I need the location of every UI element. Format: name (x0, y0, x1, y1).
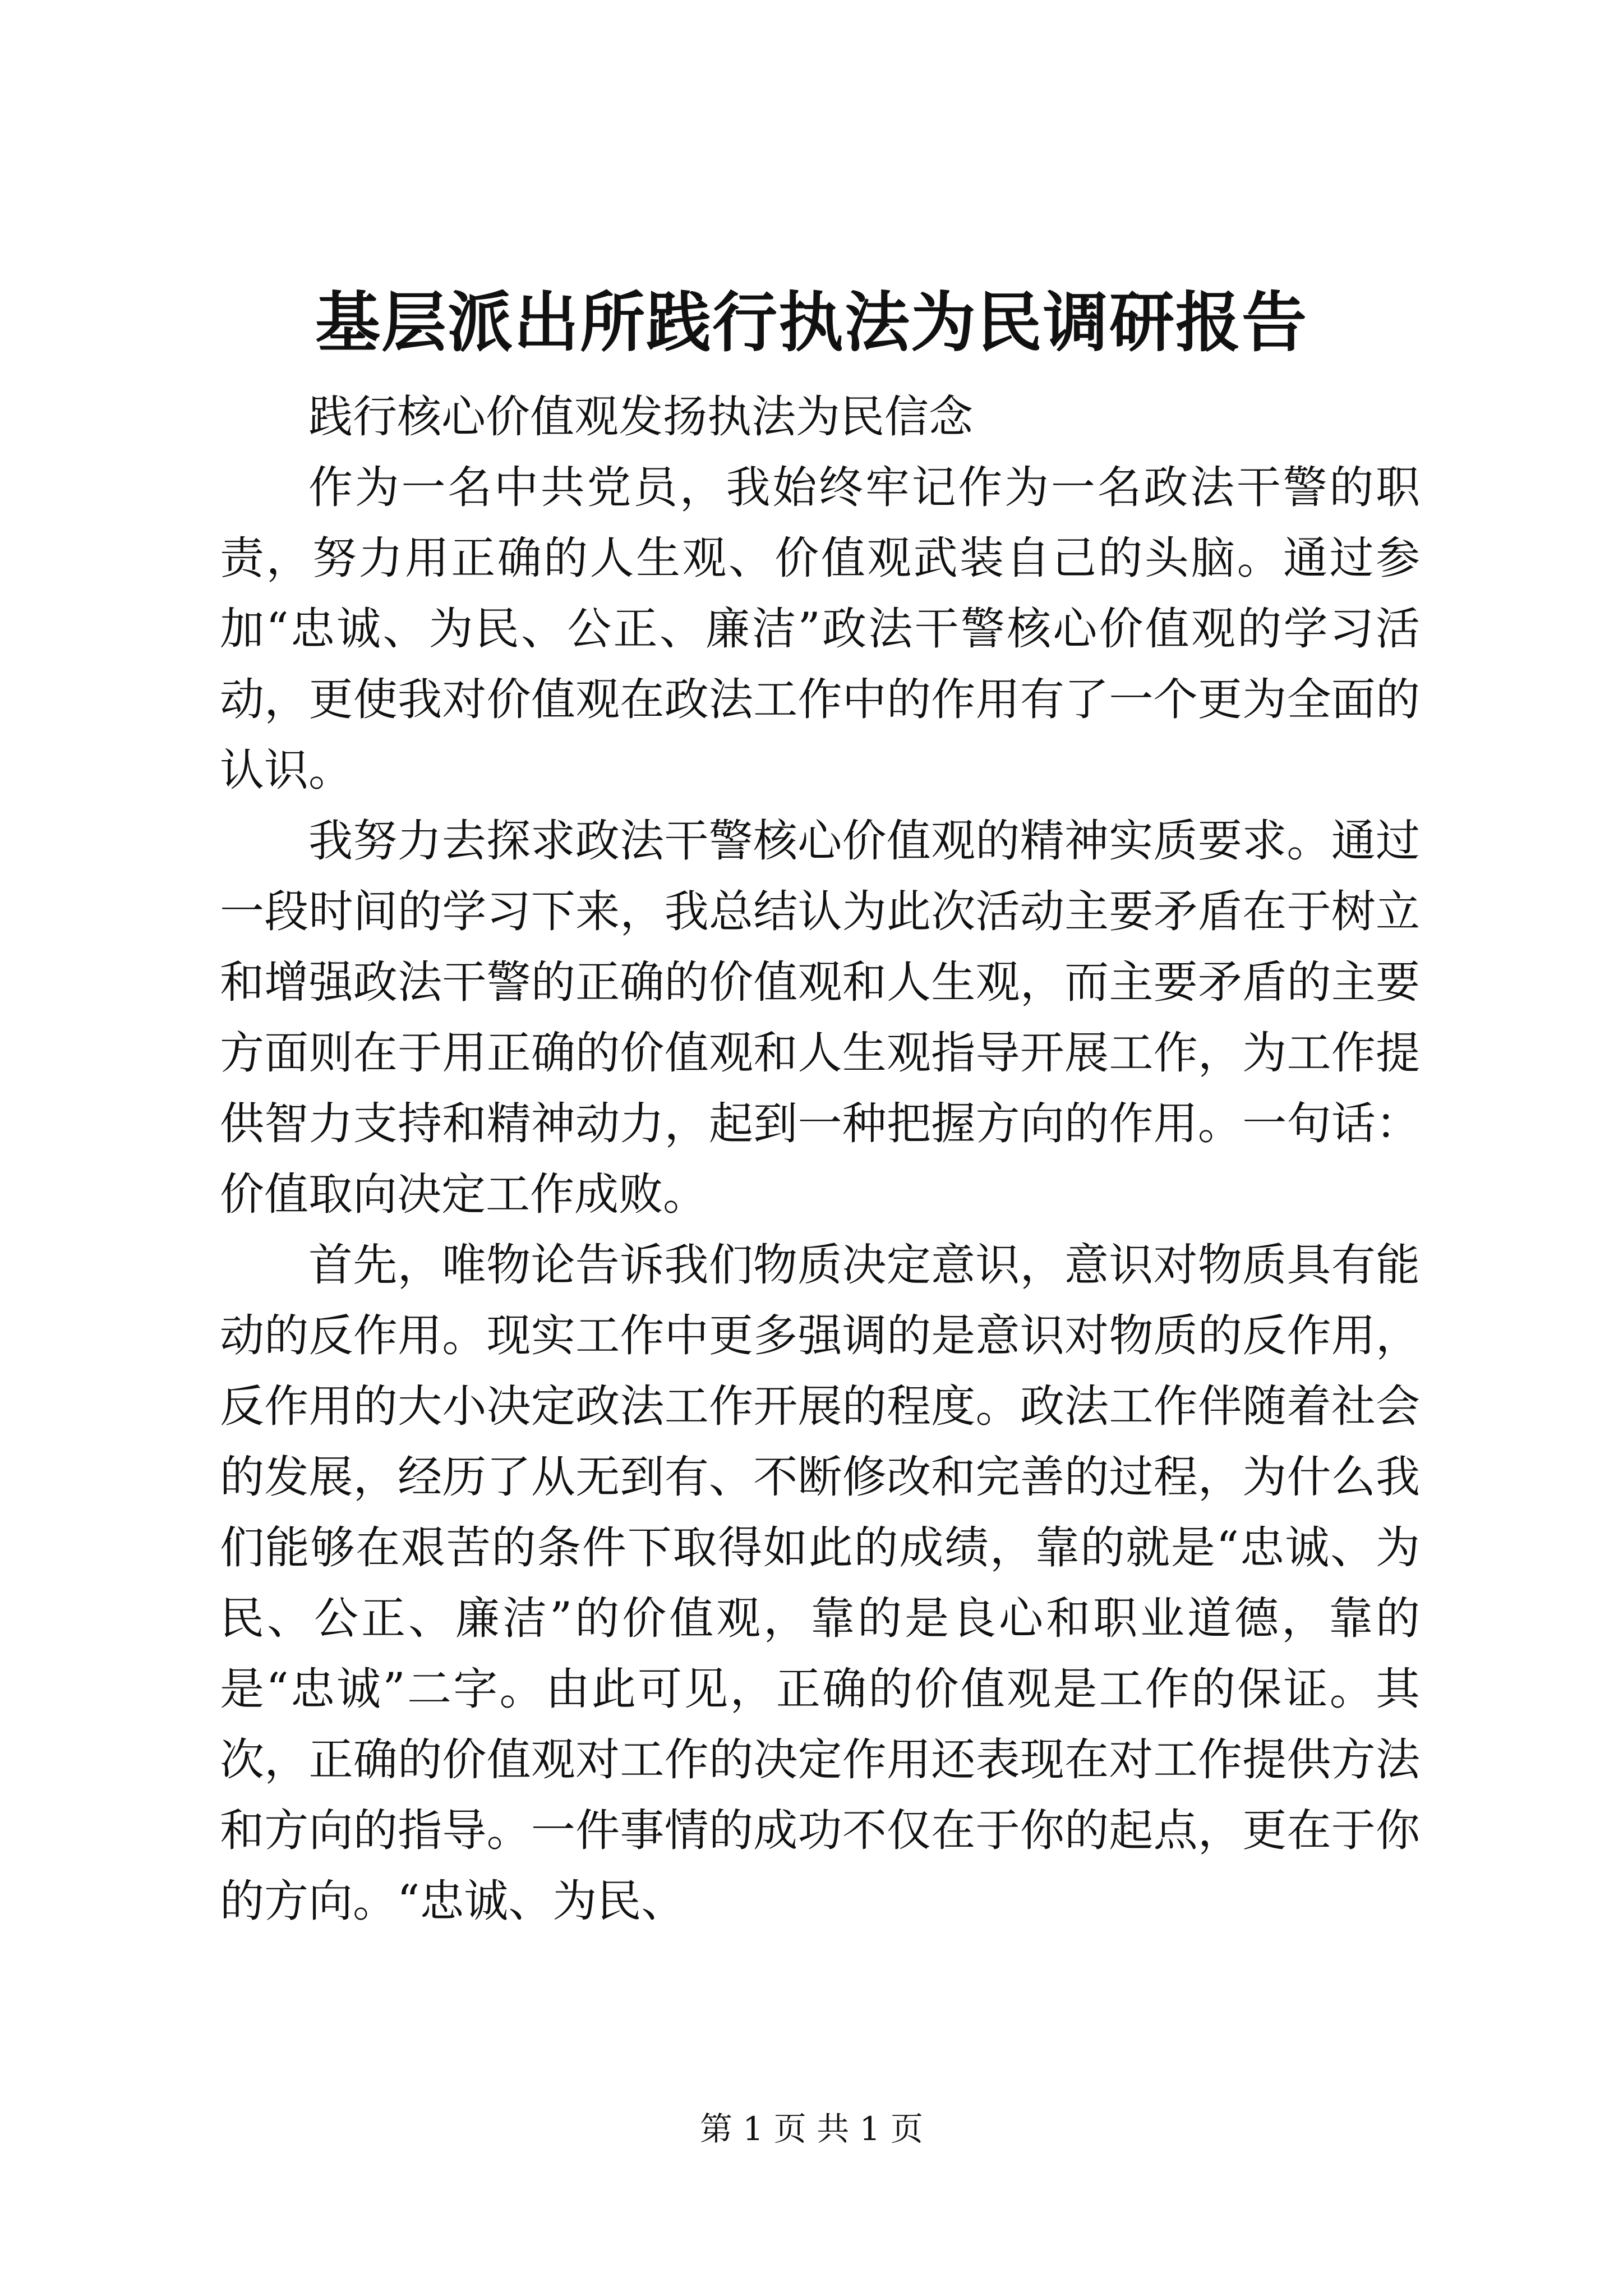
page-footer: 第 1 页 共 1 页 (700, 2110, 923, 2148)
paragraph-1: 作为一名中共党员，我始终牢记作为一名政法干警的职责，努力用正确的人生观、价值观武装自己的头脑。通过参加“忠诚、为民、公正、廉洁”政法干警核心价值观的学习活动，更使我对价值观在政法工作中的作用有了一个更为全面的认识。 (220, 462, 1420, 796)
paragraph-2: 我努力去探求政法干警核心价值观的精神实质要求。通过一段时间的学习下来，我总结认为此次活动主要矛盾在于树立和增强政法干警的正确的价值观和人生观，而主要矛盾的主要方面则在于用正确的价值观和人生观指导开展工作，为工作提供智力支持和精神动力，起到一种把握方向的作用。一句话：价值取向决定工作成败。 (220, 815, 1420, 1220)
document-body (220, 381, 1420, 1936)
paragraph-subtitle: 践行核心价值观发扬执法为民信念 (308, 391, 973, 443)
document-title: 基层派出所践行执法为民调研报告 (315, 284, 1308, 361)
paragraph-3: 首先，唯物论告诉我们物质决定意识，意识对物质具有能动的反作用。现实工作中更多强调的是意识对物质的反作用，反作用的大小决定政法工作开展的程度。政法工作伴随着社会的发展，经历了从无到有、不断修改和完善的过程，为什么我们能够在艰苦的条件下取得如此的成绩，靠的就是“忠诚、为民、公正、廉洁”的价值观，靠的是良心和职业道德，靠的是“忠诚”二字。由此可见，正确的价值观是工作的保证。其次，正确的价值观对工作的决定作用还表现在对工作提供方法和方向的指导。一件事情的成功不仅在于你的起点，更在于你的方向。“忠诚、为民、 (220, 1239, 1420, 1927)
